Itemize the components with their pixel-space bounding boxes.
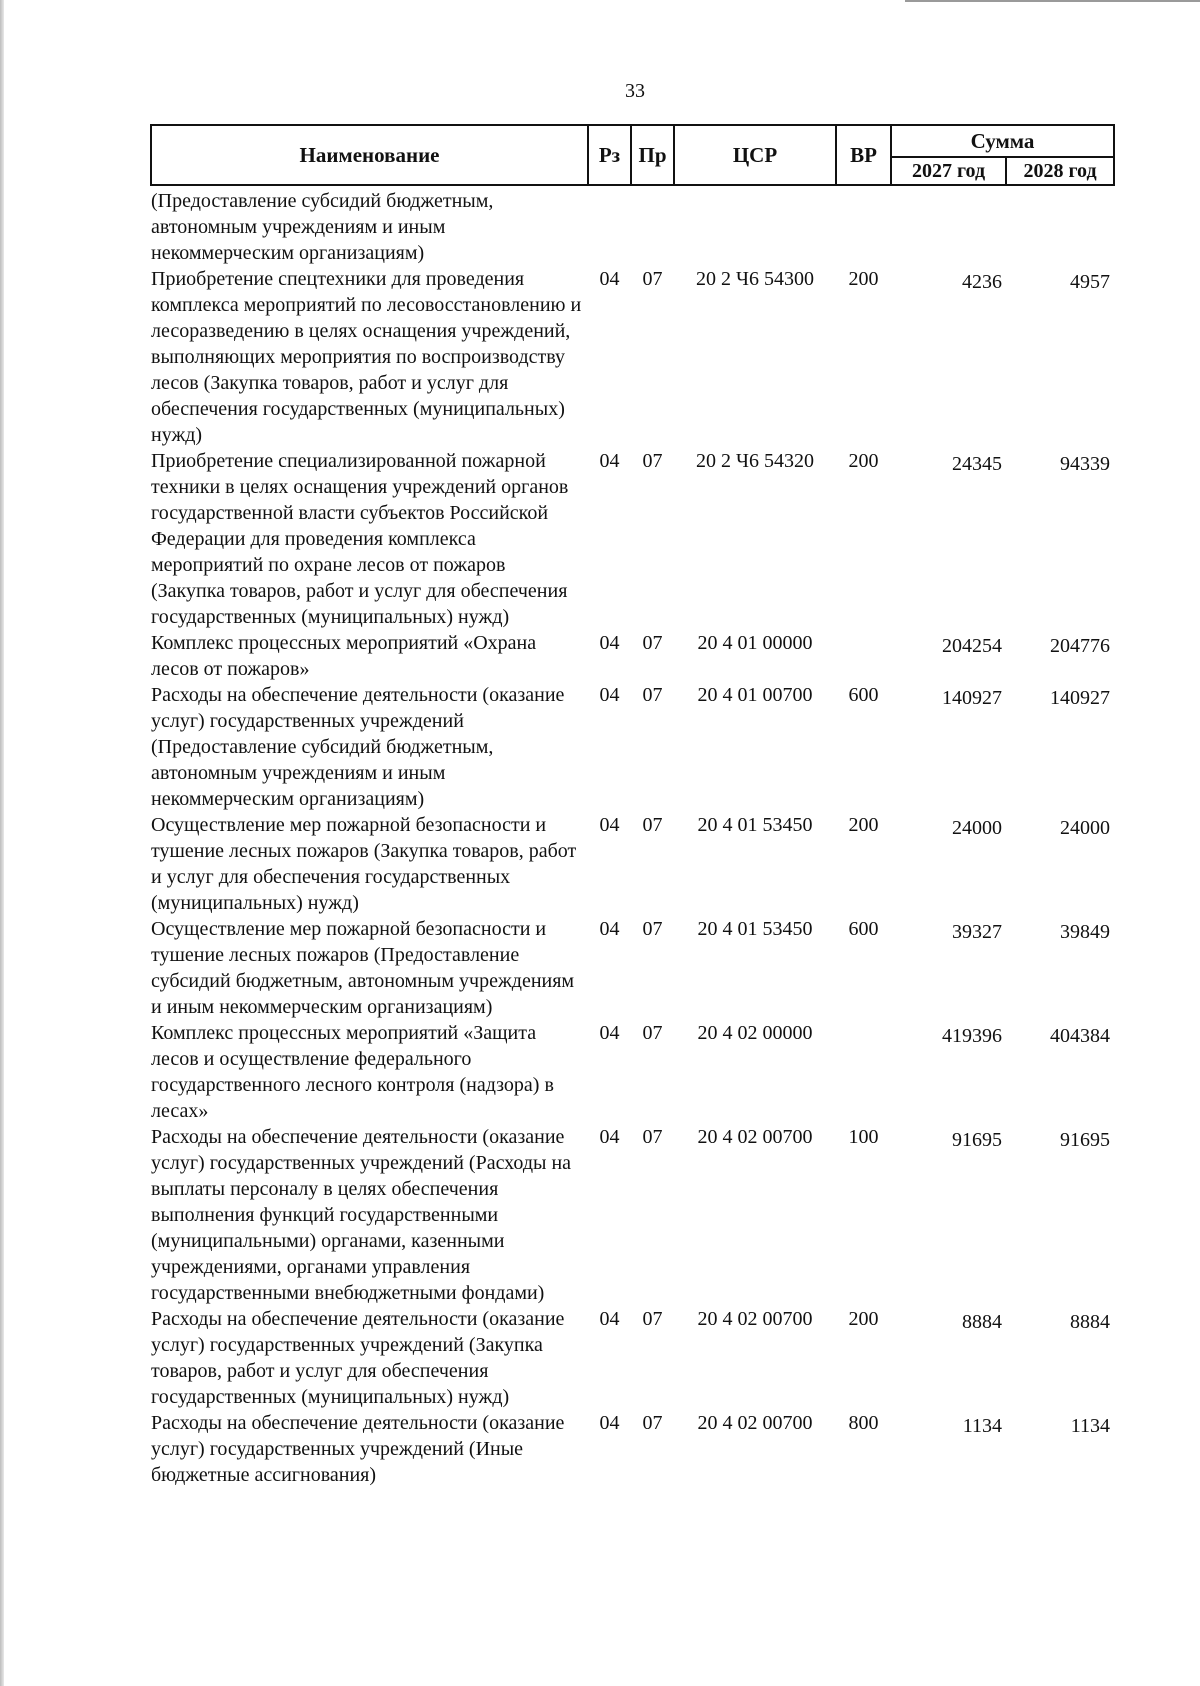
row-sum-2027: [891, 185, 1006, 266]
row-sum-2028: 94339: [1060, 453, 1110, 475]
row-csr: 20 2 Ч6 54320: [696, 450, 814, 472]
row-vr: 100: [848, 1126, 879, 1148]
row-pr: 07: [642, 450, 663, 472]
row-csr: 20 4 02 00000: [697, 1022, 813, 1044]
row-csr: 20 4 01 53450: [697, 918, 813, 940]
table-row: [151, 630, 1114, 682]
row-vr: 200: [848, 1308, 879, 1330]
row-rz: [588, 185, 631, 266]
header-year-2027: 2027 год: [891, 157, 1006, 185]
row-pr: 07: [642, 268, 663, 290]
row-name: Расходы на обеспечение деятельности (оказание услуг) государственных учреждений (Иные бюджетные ассигнования): [151, 1412, 565, 1486]
row-sum-2028: 4957: [1070, 271, 1110, 293]
row-csr: 20 4 01 00000: [697, 632, 813, 654]
scan-edge-left: [0, 0, 4, 1686]
header-name: Наименование: [151, 125, 588, 185]
row-pr: 07: [642, 1126, 663, 1148]
row-vr: 200: [848, 450, 879, 472]
header-year-2028: 2028 год: [1006, 157, 1114, 185]
row-csr: 20 2 Ч6 54300: [696, 268, 814, 290]
row-sum-2028: 1134: [1070, 1415, 1110, 1437]
row-csr: 20 4 01 00700: [697, 684, 813, 706]
header-rz: Рз: [588, 125, 631, 185]
row-name: (Предоставление субсидий бюджетным, автономным учреждениям и иным некоммерческим организациям): [151, 190, 494, 264]
row-pr: 07: [642, 1308, 663, 1330]
row-csr: [674, 185, 836, 266]
row-vr: 200: [848, 814, 879, 836]
row-name: Комплекс процессных мероприятий «Защита лесов и осуществление федерального государственного лесного контроля (надзора) в лесах»: [151, 1022, 554, 1122]
row-name: Приобретение спецтехники для проведения комплекса мероприятий по лесовосстановлению и лесоразведению в целях оснащения учреждений, выполняющих мероприятия по воспроизводству лесов (Закупка товаров, работ и услуг для обеспечения государственных (муниципальных) нужд): [151, 268, 582, 446]
table-row: [151, 1410, 1114, 1488]
header-sum: Сумма: [891, 125, 1114, 157]
row-name: Комплекс процессных мероприятий «Охрана лесов от пожаров»: [151, 632, 537, 680]
row-sum-2028: 39849: [1060, 921, 1110, 943]
row-vr: 600: [848, 684, 879, 706]
row-sum-2027: 39327: [952, 921, 1002, 943]
row-name: Расходы на обеспечение деятельности (оказание услуг) государственных учреждений (Расходы на выплаты персоналу в целях обеспечения выполнения функций государственными (муниципальными) органами, казенными учреждениями, органами управления государственными внебюджетными фондами): [151, 1126, 572, 1304]
row-pr: 07: [642, 918, 663, 940]
table-row: [151, 448, 1114, 630]
row-rz: 04: [599, 450, 620, 472]
row-name: Расходы на обеспечение деятельности (оказание услуг) государственных учреждений (Предоставление субсидий бюджетным, автономным учреждениям и иным некоммерческим организациям): [151, 684, 565, 810]
row-pr: 07: [642, 684, 663, 706]
row-sum-2027: 8884: [962, 1311, 1002, 1333]
row-vr: [836, 1020, 891, 1124]
row-name: Расходы на обеспечение деятельности (оказание услуг) государственных учреждений (Закупка товаров, работ и услуг для обеспечения государственных (муниципальных) нужд): [151, 1308, 565, 1408]
row-rz: 04: [599, 1126, 620, 1148]
row-sum-2028: 404384: [1050, 1025, 1110, 1047]
row-rz: 04: [599, 1308, 620, 1330]
header-vr: ВР: [836, 125, 891, 185]
row-rz: 04: [599, 1412, 620, 1434]
row-vr: 200: [848, 268, 879, 290]
row-rz: 04: [599, 1022, 620, 1044]
row-sum-2027: 1134: [962, 1415, 1002, 1437]
header-pr: Пр: [631, 125, 674, 185]
header-csr: ЦСР: [674, 125, 836, 185]
row-csr: 20 4 02 00700: [697, 1126, 813, 1148]
row-pr: 07: [642, 814, 663, 836]
row-sum-2028: 140927: [1050, 687, 1110, 709]
row-rz: 04: [599, 632, 620, 654]
row-sum-2028: 204776: [1050, 635, 1110, 657]
row-sum-2028: [1006, 185, 1114, 266]
row-name: Приобретение специализированной пожарной техники в целях оснащения учреждений органов государственной власти субъектов Российской Федерации для проведения комплекса мероприятий по охране лесов от пожаров (Закупка товаров, работ и услуг для обеспечения государственных (муниципальных) нужд): [151, 450, 569, 628]
row-pr: 07: [642, 1412, 663, 1434]
scan-edge-top: [905, 0, 1200, 2]
table-row: [151, 682, 1114, 812]
budget-table: [150, 124, 1115, 1488]
row-vr: [836, 630, 891, 682]
row-name: Осуществление мер пожарной безопасности и тушение лесных пожаров (Закупка товаров, работ и услуг для обеспечения государственных (муниципальных) нужд): [151, 814, 577, 914]
row-sum-2028: 91695: [1060, 1129, 1110, 1151]
table-body: [151, 185, 1114, 1488]
table-row: [151, 266, 1114, 448]
row-csr: 20 4 02 00700: [697, 1308, 813, 1330]
table-row: [151, 185, 1114, 266]
table-row: [151, 916, 1114, 1020]
row-pr: [631, 185, 674, 266]
row-sum-2027: 4236: [962, 271, 1002, 293]
row-sum-2027: 204254: [942, 635, 1002, 657]
row-sum-2027: 24000: [952, 817, 1002, 839]
row-sum-2028: 24000: [1060, 817, 1110, 839]
table-row: [151, 812, 1114, 916]
row-rz: 04: [599, 814, 620, 836]
row-rz: 04: [599, 268, 620, 290]
row-sum-2027: 419396: [942, 1025, 1002, 1047]
row-vr: 800: [848, 1412, 879, 1434]
page-number: 33: [625, 80, 645, 102]
row-pr: 07: [642, 1022, 663, 1044]
table-row: [151, 1306, 1114, 1410]
row-rz: 04: [599, 918, 620, 940]
row-rz: 04: [599, 684, 620, 706]
row-vr: 600: [848, 918, 879, 940]
row-sum-2027: 91695: [952, 1129, 1002, 1151]
row-vr: [836, 185, 891, 266]
row-csr: 20 4 01 53450: [697, 814, 813, 836]
table-row: [151, 1124, 1114, 1306]
table-row: [151, 1020, 1114, 1124]
row-sum-2028: 8884: [1070, 1311, 1110, 1333]
row-csr: 20 4 02 00700: [697, 1412, 813, 1434]
row-sum-2027: 140927: [942, 687, 1002, 709]
row-pr: 07: [642, 632, 663, 654]
row-sum-2027: 24345: [952, 453, 1002, 475]
row-name: Осуществление мер пожарной безопасности и тушение лесных пожаров (Предоставление субсидий бюджетным, автономным учреждениям и иным некоммерческим организациям): [151, 918, 575, 1018]
